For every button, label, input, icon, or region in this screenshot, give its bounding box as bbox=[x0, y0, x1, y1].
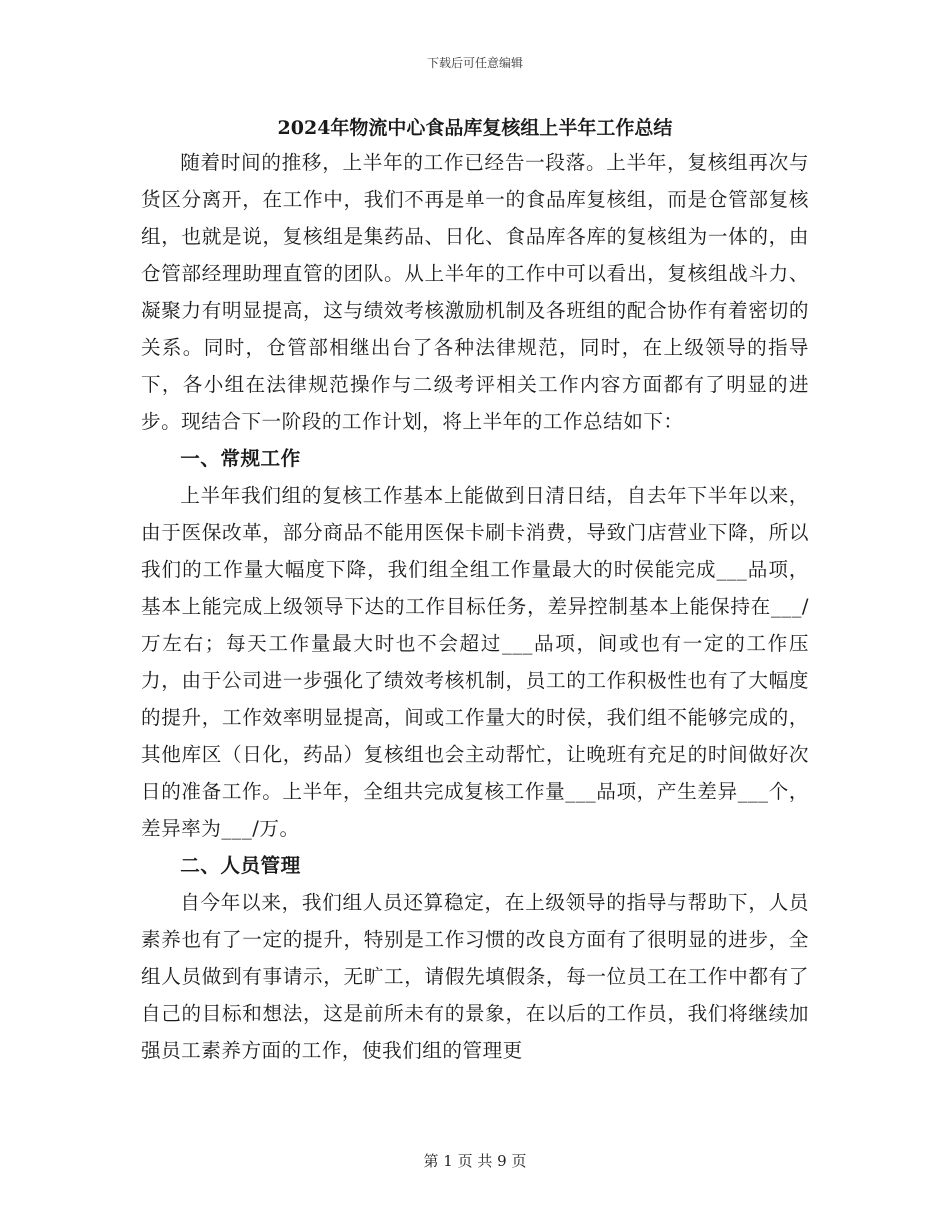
document-title: 2024年物流中心食品库复核组上半年工作总结 bbox=[277, 117, 673, 139]
section-body-personnel: 自今年以来，我们组人员还算稳定，在上级领导的指导与帮助下，人员素养也有了一定的提升，特别是工作习惯的改良方面有了很明显的进步，全组人员做到有事请示，无旷工，请假先填假条，每一位员工在工作中都有了自己的目标和想法，这是前所未有的景象，在以后的工作员，我们将继续加强员工素养方面的工作，使我们组的管理更 bbox=[141, 891, 809, 1062]
document-body bbox=[141, 112, 809, 1069]
section-heading-routine-work: 一、常规工作 bbox=[180, 447, 301, 470]
page-number: 第 1 页 共 9 页 bbox=[423, 1152, 527, 1170]
section-body-routine-work: 上半年我们组的复核工作基本上能做到日清日结，自去年下半年以来，由于医保改革，部分商品不能用医保卡刷卡消费，导致门店营业下降，所以我们的工作量大幅度下降，我们组全组工作量最大的时侯能完成___品项，基本上能完成上级领导下达的工作目标任务，差异控制基本上能保持在___/万左右；每天工作量最大时也不会超过___品项，间或也有一定的工作压力，由于公司进一步强化了绩效考核机制，员工的工作积极性也有了大幅度的提升，工作效率明显提高，间或工作量大的时侯，我们组不能够完成的，其他库区（日化，药品）复核组也会主动帮忙，让晚班有充足的时间做好次日的准备工作。上半年，全组共完成复核工作量___品项，产生差异___个，差异率为___/万。 bbox=[141, 484, 809, 840]
intro-paragraph: 随着时间的推移，上半年的工作已经告一段落。上半年，复核组再次与货区分离开，在工作中，我们不再是单一的食品库复核组，而是仓管部复核组，也就是说，复核组是集药品、日化、食品库各库的复核组为一体的，由仓管部经理助理直管的团队。从上半年的工作中可以看出，复核组战斗力、凝聚力有明显提高，这与绩效考核激励机制及各班组的配合协作有着密切的关系。同时，仓管部相继出台了各种法律规范，同时，在上级领导的指导下，各小组在法律规范操作与二级考评相关工作内容方面都有了明显的进步。现结合下一阶段的工作计划，将上半年的工作总结如下： bbox=[141, 151, 809, 433]
section-heading-personnel: 二、人员管理 bbox=[180, 854, 301, 877]
page-header-note: 下载后可任意编辑 bbox=[426, 56, 523, 70]
